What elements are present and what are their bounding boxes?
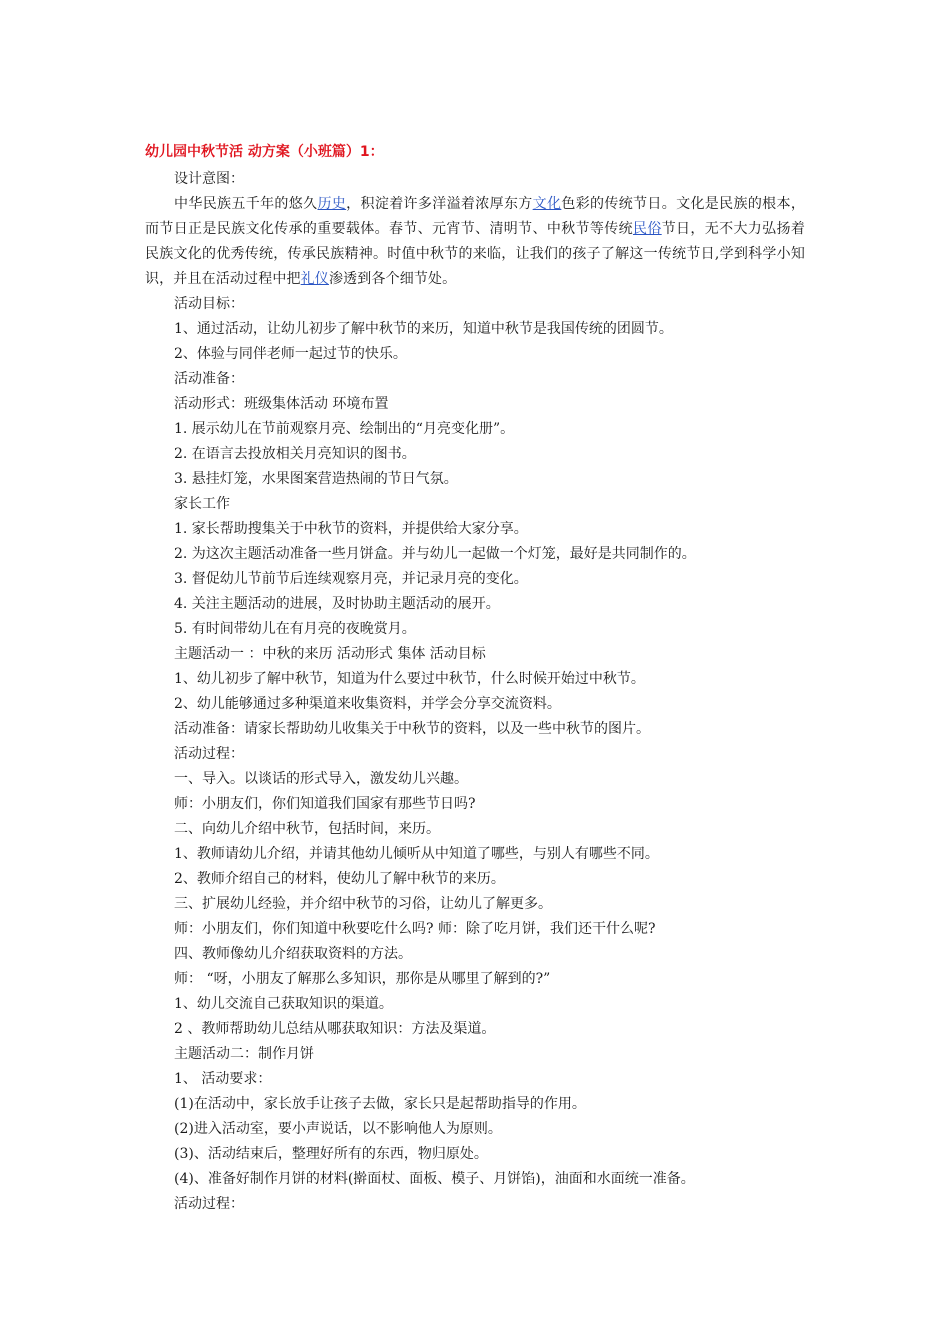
text-line: 3. 督促幼儿节前节后连续观察月亮，并记录月亮的变化。 <box>174 571 528 587</box>
text-line: 师：小朋友们，你们知道中秋要吃什么吗? 师：除了吃月饼，我们还干什么呢? <box>174 921 656 937</box>
intro-text-2: ，积淀着许多洋溢着浓厚东方 <box>346 196 533 212</box>
text-line: 活动过程： <box>174 746 244 762</box>
text-line: 活动准备：请家长帮助幼儿收集关于中秋节的资料，以及一些中秋节的图片。 <box>174 721 650 737</box>
text-line: 2. 在语言去投放相关月亮知识的图书。 <box>174 446 416 462</box>
text-line: 主题活动二：制作月饼 <box>174 1046 314 1062</box>
text-line: 1、幼儿交流自己获取知识的渠道。 <box>174 996 393 1012</box>
intro-text-4: 节日，无不大力弘扬着民族文化的优秀传统，传承民族精神。时值中秋节的来临，让我们的孩子了解这一传统节日,学到科学小知识，并且在活动过程中把 <box>145 221 806 287</box>
text-line: 1. 家长帮助搜集关于中秋节的资料，并提供给大家分享。 <box>174 521 528 537</box>
text-line: 师： “呀，小朋友了解那么多知识，那你是从哪里了解到的?” <box>174 971 551 987</box>
link-etiquette[interactable]: 礼仪 <box>300 271 329 287</box>
text-line: 2、体验与同伴老师一起过节的快乐。 <box>174 346 407 362</box>
intro-text-1: 中华民族五千年的悠久 <box>174 196 318 212</box>
text-line: 2. 为这次主题活动准备一些月饼盒。并与幼儿一起做一个灯笼，最好是共同制作的。 <box>174 546 696 562</box>
text-line: 1、幼儿初步了解中秋节，知道为什么要过中秋节，什么时候开始过中秋节。 <box>174 671 645 687</box>
link-folk-custom[interactable]: 民俗 <box>632 221 662 237</box>
text-line: 1. 展示幼儿在节前观察月亮、绘制出的“月亮变化册”。 <box>174 421 515 437</box>
text-line: 四、教师像幼儿介绍获取资料的方法。 <box>174 946 412 962</box>
document-page <box>145 142 805 1217</box>
text-line: 主题活动一 ：中秋的来历 活动形式 集体 活动目标 <box>174 646 486 662</box>
text-line: 4. 关注主题活动的进展，及时协助主题活动的展开。 <box>174 596 500 612</box>
intro-text-3: 色彩的传统节日。文化是民族的根本，而节日正是民族文化传承的重要载体。春节、元宵节、清明节、中秋节等传统 <box>145 196 806 237</box>
text-line: 师：小朋友们，你们知道我们国家有那些节日吗? <box>174 796 476 812</box>
text-line: (3)、活动结束后，整理好所有的东西，物归原处。 <box>174 1146 488 1162</box>
text-line: 家长工作 <box>174 496 230 512</box>
text-line: 3. 悬挂灯笼，水果图案营造热闹的节日气氛。 <box>174 471 458 487</box>
text-line: 活动目标： <box>174 296 244 312</box>
text-line: 活动形式：班级集体活动 环境布置 <box>174 396 389 412</box>
text-line: 1、 活动要求： <box>174 1071 272 1087</box>
intro-text-5: 渗透到各个细节处。 <box>328 271 457 287</box>
text-line: 2 、教师帮助幼儿总结从哪获取知识：方法及渠道。 <box>174 1021 496 1037</box>
text-line: 1、通过活动，让幼儿初步了解中秋节的来历，知道中秋节是我国传统的团圆节。 <box>174 321 673 337</box>
text-line: 一、导入。以谈话的形式导入，激发幼儿兴趣。 <box>174 771 468 787</box>
text-line: (4)、准备好制作月饼的材料(擀面杖、面板、模子、月饼馅)，油面和水面统一准备。 <box>174 1171 695 1187</box>
design-intent-heading: 设计意图： <box>174 171 244 187</box>
text-line: 活动过程： <box>174 1196 244 1212</box>
document-title: 幼儿园中秋节活 动方案（小班篇）1： <box>145 144 384 160</box>
link-history[interactable]: 历史 <box>317 196 347 212</box>
text-line: 5. 有时间带幼儿在有月亮的夜晚赏月。 <box>174 621 416 637</box>
text-line: (1)在活动中，家长放手让孩子去做，家长只是起帮助指导的作用。 <box>174 1096 586 1112</box>
text-line: 2、教师介绍自己的材料，使幼儿了解中秋节的来历。 <box>174 871 505 887</box>
text-line: 2、幼儿能够通过多种渠道来收集资料，并学会分享交流资料。 <box>174 696 561 712</box>
intro-paragraph <box>145 192 805 292</box>
text-line: 三、扩展幼儿经验，并介绍中秋节的习俗，让幼儿了解更多。 <box>174 896 552 912</box>
text-line: 二、向幼儿介绍中秋节，包括时间，来历。 <box>174 821 440 837</box>
text-line: 1、教师请幼儿介绍，并请其他幼儿倾听从中知道了哪些，与别人有哪些不同。 <box>174 846 659 862</box>
text-line: (2)进入活动室，要小声说话，以不影响他人为原则。 <box>174 1121 502 1137</box>
text-line: 活动准备： <box>174 371 244 387</box>
link-culture[interactable]: 文化 <box>532 196 562 212</box>
